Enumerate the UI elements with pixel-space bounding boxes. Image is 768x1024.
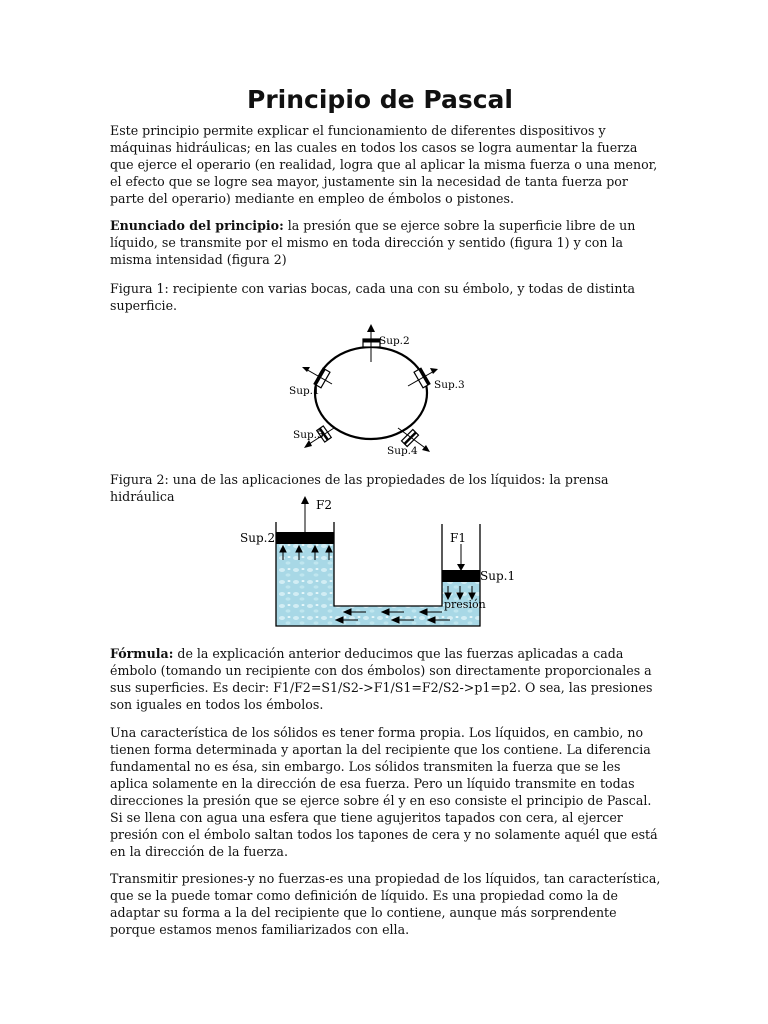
label-f1: F1: [450, 531, 466, 545]
label-f2: F2: [316, 498, 332, 512]
document-title: Principio de Pascal: [247, 85, 513, 114]
label-sup2: Sup.2: [240, 531, 276, 545]
label-sup5: Sup.5: [293, 429, 324, 441]
piston-small: [442, 570, 480, 582]
label-sup2: Sup.2: [379, 335, 410, 347]
solidos-paragraph: Una característica de los sólidos es tener forma propia. Los líquidos, en cambio, no tienen forma determinada y aportan la del recipiente que los contiene. La diferencia fundamental no es ésa, sin embargo. Los sólidos transmiten la fuerza que se les aplica solamente en la dirección de esa fuerza. Pero un líquido transmite en todas direcciones la presión que se ejerce sobre él y en eso consiste el principio de Pascal. Si se llena con agua una esfera que tiene agujeritos tapados con cera, al ejercer presión con el émbolo saltan todos los tapones de cera y no solamente aquél que está en la dirección de la fuerza.: [110, 725, 658, 859]
formula-paragraph: [110, 645, 662, 713]
enunciado-paragraph: [110, 217, 662, 268]
label-sup4: Sup.4: [387, 445, 418, 457]
figure-1-diagram: [280, 322, 480, 462]
figura1-caption: Figura 1: recipiente con varias bocas, cada una con su émbolo, y todas de distinta superficie.: [110, 281, 636, 313]
transmitir-paragraph: Transmitir presiones-y no fuerzas-es una propiedad de los líquidos, tan característica, que se la puede tomar como definición de líquido. Es una propiedad como la de adaptar su forma a la del recipiente que lo contiene, aunque más sorprendente porque estamos menos familiarizados con ella.: [110, 871, 661, 937]
piston-sup2: [363, 324, 380, 362]
figure-2-hydraulic-press: [236, 494, 516, 634]
formula-label: Fórmula:: [110, 646, 174, 661]
label-sup1: Sup.1: [480, 569, 516, 583]
label-presion: presión: [444, 598, 486, 611]
piston-large: [276, 532, 334, 544]
label-sup3: Sup.3: [434, 379, 465, 391]
intro-paragraph: Este principio permite explicar el funcionamiento de diferentes dispositivos y máquinas hidráulicas; en las cuales en todos los casos se logra aumentar la fuerza que ejerce el operario (en realidad, logra que al aplicar la misma fuerza o una menor, el efecto que se logre sea mayor, justamente sin la necesidad de tanta fuerza por parte del operario) mediante en empleo de émbolos o pistones.: [110, 123, 658, 206]
enunciado-label: Enunciado del principio:: [110, 218, 284, 233]
enunciado-text: la presión que se ejerce sobre la superficie libre de un líquido, se transmite por el mismo en toda dirección y sentido (figura 1) y con la misma intensidad (figura 2): [110, 218, 636, 267]
label-sup1: Sup.1: [289, 385, 320, 397]
formula-text: de la explicación anterior deducimos que las fuerzas aplicadas a cada émbolo (tomando un recipiente con dos émbolos) son directamente proporcionales a sus superficies. Es decir: F1/F2=S1/S2->F1/S1=F2/S2->p1=p2. O sea, las presiones son iguales en todos los émbolos.: [110, 646, 653, 712]
water-fill: [276, 544, 480, 626]
figura2-caption: Figura 2: una de las aplicaciones de las propiedades de los líquidos: la prensa hidráulica: [110, 472, 609, 504]
